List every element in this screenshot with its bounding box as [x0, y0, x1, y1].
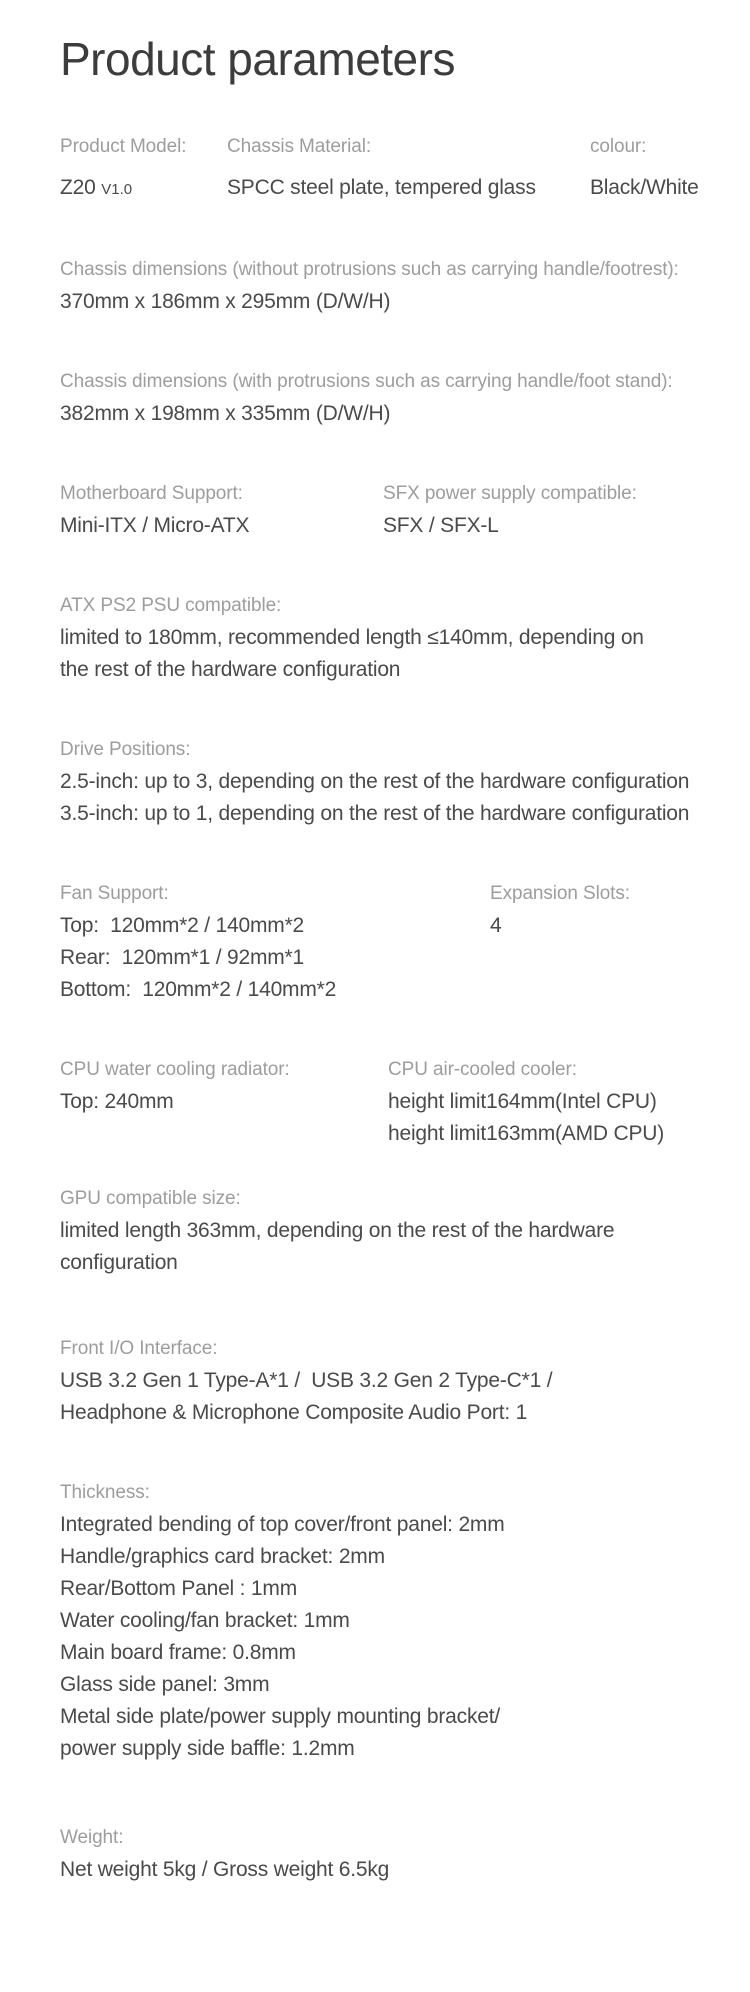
atx-psu-value-line-2: the rest of the hardware configuration	[60, 658, 401, 681]
sfx-psu-label: SFX power supply compatible:	[383, 483, 637, 504]
weight-label: Weight:	[60, 1827, 124, 1848]
page-title: Product parameters	[60, 33, 455, 85]
chassis-material-value: SPCC steel plate, tempered glass	[227, 176, 536, 199]
section-gpu-size	[60, 1183, 722, 1279]
thickness-glass-panel: Glass side panel: 3mm	[60, 1673, 270, 1696]
weight-value: Net weight 5kg / Gross weight 6.5kg	[60, 1858, 390, 1881]
thickness-mainboard-frame: Main board frame: 0.8mm	[60, 1641, 296, 1664]
chassis-material-label: Chassis Material:	[227, 136, 372, 157]
section-weight	[60, 1822, 722, 1886]
section-motherboard-psu	[60, 478, 722, 542]
air-cooler-amd: height limit163mm(AMD CPU)	[388, 1122, 665, 1145]
front-io-label: Front I/O Interface:	[60, 1338, 218, 1359]
expansion-slots-label: Expansion Slots:	[490, 883, 630, 904]
fan-support-bottom: Bottom: 120mm*2 / 140mm*2	[60, 978, 337, 1001]
fan-support-rear: Rear: 120mm*1 / 92mm*1	[60, 946, 304, 969]
dimensions-without-value: 370mm x 186mm x 295mm (D/W/H)	[60, 290, 391, 313]
air-cooler-intel: height limit164mm(Intel CPU)	[388, 1090, 657, 1113]
gpu-size-label: GPU compatible size:	[60, 1188, 241, 1209]
column-air-cooler	[388, 1054, 664, 1150]
front-io-audio: Headphone & Microphone Composite Audio Port: 1	[60, 1401, 528, 1424]
thickness-label: Thickness:	[60, 1482, 150, 1503]
water-cooling-label: CPU water cooling radiator:	[60, 1059, 290, 1080]
motherboard-support-value: Mini-ITX / Micro-ATX	[60, 514, 250, 537]
colour-value: Black/White	[590, 176, 699, 199]
dimensions-with-value: 382mm x 198mm x 335mm (D/W/H)	[60, 402, 391, 425]
section-dimensions-without-protrusions	[60, 254, 722, 318]
dimensions-with-label: Chassis dimensions (with protrusions such as carrying handle/foot stand):	[60, 371, 673, 392]
column-chassis-material	[227, 131, 536, 204]
section-dimensions-with-protrusions	[60, 366, 722, 430]
water-cooling-value: Top: 240mm	[60, 1090, 174, 1113]
section-cpu-cooling	[60, 1054, 722, 1145]
drive-positions-35inch: 3.5-inch: up to 1, depending on the rest of the hardware configuration	[60, 802, 690, 825]
thickness-metal-plate-line-2: power supply side baffle: 1.2mm	[60, 1737, 355, 1760]
motherboard-support-label: Motherboard Support:	[60, 483, 243, 504]
air-cooler-label: CPU air-cooled cooler:	[388, 1059, 577, 1080]
gpu-size-line-1: limited length 363mm, depending on the rest of the hardware	[60, 1219, 615, 1242]
column-expansion-slots	[490, 878, 630, 942]
fan-support-label: Fan Support:	[60, 883, 169, 904]
sfx-psu-value: SFX / SFX-L	[383, 514, 499, 537]
drive-positions-label: Drive Positions:	[60, 739, 191, 760]
front-io-usb: USB 3.2 Gen 1 Type-A*1 / USB 3.2 Gen 2 Type-C*1 /	[60, 1369, 553, 1392]
dimensions-without-label: Chassis dimensions (without protrusions such as carrying handle/footrest):	[60, 259, 679, 280]
section-thickness	[60, 1477, 722, 1765]
thickness-rear-bottom: Rear/Bottom Panel : 1mm	[60, 1577, 297, 1600]
section-front-io	[60, 1333, 722, 1429]
atx-psu-label: ATX PS2 PSU compatible:	[60, 595, 282, 616]
product-model-label: Product Model:	[60, 136, 187, 157]
colour-label: colour:	[590, 136, 647, 157]
drive-positions-25inch: 2.5-inch: up to 3, depending on the rest of the hardware configuration	[60, 770, 690, 793]
column-colour	[590, 131, 699, 204]
thickness-top-cover: Integrated bending of top cover/front panel: 2mm	[60, 1513, 505, 1536]
atx-psu-value-line-1: limited to 180mm, recommended length ≤140mm, depending on	[60, 626, 644, 649]
thickness-fan-bracket: Water cooling/fan bracket: 1mm	[60, 1609, 350, 1632]
model-number: Z20	[60, 176, 96, 199]
section-basic-info	[60, 131, 722, 206]
section-fan-expansion	[60, 878, 722, 1006]
section-atx-psu	[60, 590, 722, 686]
gpu-size-line-2: configuration	[60, 1251, 178, 1274]
expansion-slots-value: 4	[490, 914, 502, 937]
thickness-handle-bracket: Handle/graphics card bracket: 2mm	[60, 1545, 385, 1568]
fan-support-top: Top: 120mm*2 / 140mm*2	[60, 914, 305, 937]
column-sfx-psu	[383, 478, 637, 542]
section-drive-positions	[60, 734, 722, 830]
model-version: V1.0	[101, 181, 133, 198]
thickness-metal-plate-line-1: Metal side plate/power supply mounting bracket/	[60, 1705, 501, 1728]
